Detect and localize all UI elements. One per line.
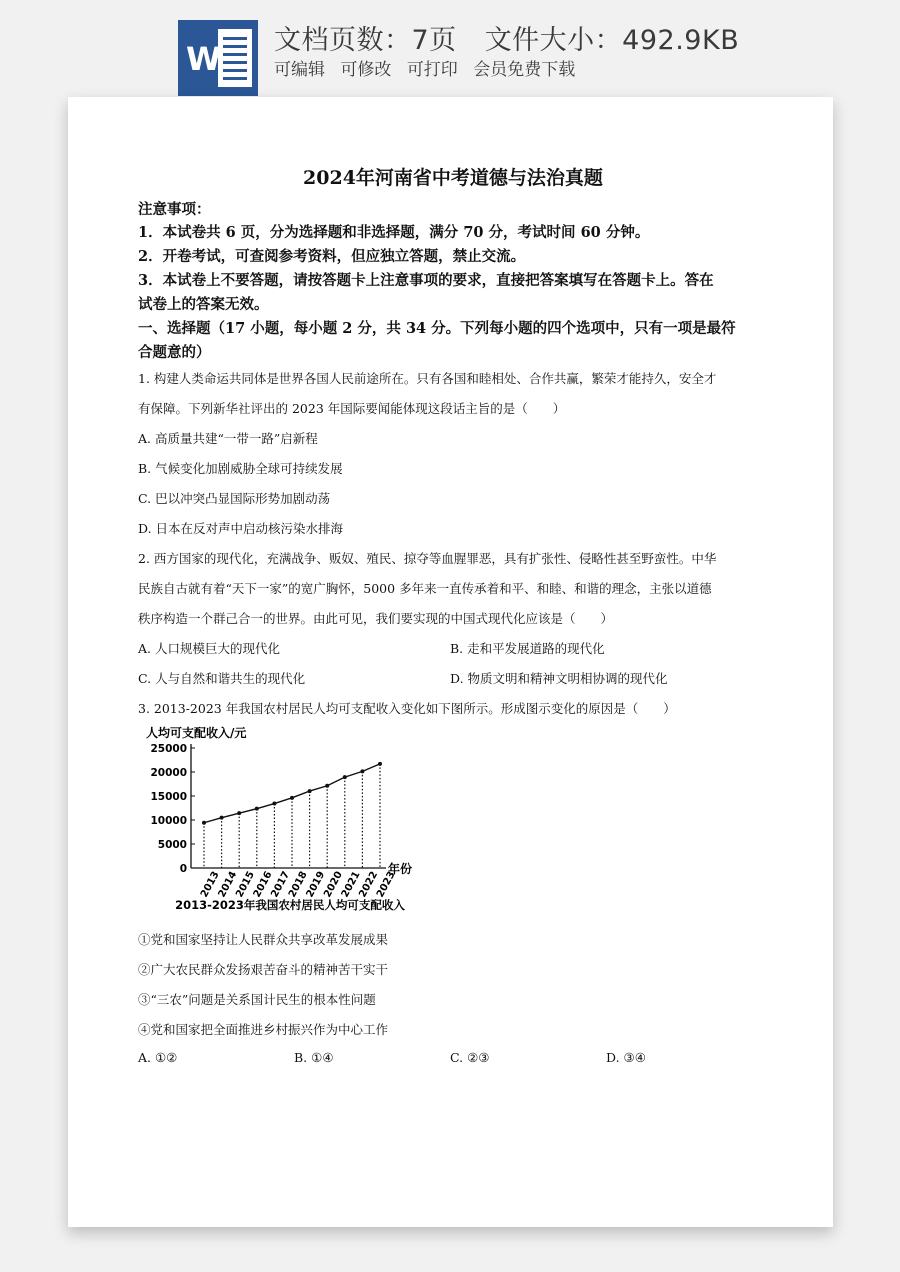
chart-x-tick-label: 2022: [357, 869, 381, 900]
chart-data-point: [360, 769, 364, 773]
q3-statement-2: ②广大农民群众发扬艰苦奋斗的精神苦干实干: [138, 962, 389, 977]
q2-option-b: B. 走和平发展道路的现代化: [450, 641, 605, 656]
notice-2: 2．开卷考试，可查阅参考资料，但应独立答题，禁止交流。: [138, 248, 526, 265]
q1-stem: 1. 构建人类命运共同体是世界各国人民前途所在。只有各国和睦相处、合作共赢，繁荣才能持久，安全才: [138, 371, 717, 386]
q1-option-a: A. 高质量共建“一带一路”启新程: [138, 431, 318, 446]
q3-option-c: C. ②③: [450, 1050, 490, 1065]
chart-y-axis-label: 人均可支配收入/元: [146, 726, 247, 740]
notice-heading: 注意事项：: [138, 201, 211, 218]
notice-3: 3．本试卷上不要答题，请按答题卡上注意事项的要求，直接把答案填写在答题卡上。答在: [138, 272, 714, 289]
q2-stem-cont: 民族自古就有着“天下一家”的宽广胸怀，5000 多年来一直传承着和平、和睦、和谐的理念，主张以道德: [138, 581, 712, 596]
word-icon-letter: W: [186, 40, 222, 78]
q3-statement-1: ①党和国家坚持让人民群众共享改革发展成果: [138, 932, 389, 947]
chart-data-point: [325, 784, 329, 788]
q2-stem-cont-2: 秩序构造一个群己合一的世界。由此可见，我们要实现的中国式现代化应该是（ ）: [138, 611, 614, 626]
chart-x-axis-label: 年份: [388, 862, 413, 876]
q1-option-d: D. 日本在反对声中启动核污染水排海: [138, 521, 344, 536]
q2-option-c: C. 人与自然和谐共生的现代化: [138, 671, 306, 686]
chart-y-tick-label: 15000: [150, 791, 187, 803]
chart-x-tick-label: 2014: [216, 869, 240, 900]
chart-y-tick-label: 20000: [150, 767, 187, 779]
feature-list: [274, 55, 585, 80]
feature-member-download[interactable]: 会员免费下载: [473, 60, 576, 80]
chart-y-tick-label: 0: [179, 863, 187, 875]
doc-pages: 文档页数：7页: [274, 25, 457, 56]
q3-statement-3: ③“三农”问题是关系国计民生的根本性问题: [138, 992, 376, 1007]
chart-x-tick-label: 2015: [234, 869, 257, 900]
download-banner: [0, 0, 900, 96]
chart-y-tick-label: 10000: [150, 815, 187, 827]
q3-option-d: D. ③④: [606, 1050, 646, 1065]
chart-series-line: [204, 764, 380, 823]
q2-stem: 2. 西方国家的现代化，充满战争、贩奴、殖民、掠夺等血腥罪恶，具有扩张性、侵略性甚至野蛮性。中华: [138, 551, 717, 566]
chart-x-tick-label: 2023: [374, 869, 398, 900]
chart-canvas: [140, 722, 440, 917]
word-document-icon: [178, 20, 258, 96]
q1-option-c: C. 巴以冲突凸显国际形势加剧动荡: [138, 491, 331, 506]
notice-3-cont: 试卷上的答案无效。: [138, 296, 269, 313]
chart-data-point: [255, 807, 259, 811]
chart-x-tick-label: 2013: [198, 869, 222, 900]
chart-x-tick-label: 2019: [304, 869, 328, 900]
chart-data-point: [220, 816, 224, 820]
chart-data-point: [237, 811, 241, 815]
file-size: 文件大小：492.9KB: [484, 25, 740, 56]
chart-data-point: [378, 762, 382, 766]
document-title: 2024年河南省中考道德与法治真题: [303, 167, 603, 189]
chart-data-point: [343, 775, 347, 779]
q3-statement-4: ④党和国家把全面推进乡村振兴作为中心工作: [138, 1022, 389, 1037]
q3-stem: 3. 2013-2023 年我国农村居民人均可支配收入变化如下图所示。形成图示变化的原因是（ ）: [138, 701, 676, 716]
section-heading-cont: 合题意的）: [138, 344, 211, 361]
chart-data-point: [308, 789, 312, 793]
chart-x-tick-label: 2020: [322, 869, 345, 900]
income-line-chart: [140, 722, 440, 917]
chart-data-point: [202, 821, 206, 825]
chart-x-tick-label: 2016: [251, 869, 275, 900]
chart-y-tick-label: 5000: [157, 839, 187, 851]
q1-stem-cont: 有保障。下列新华社评出的 2023 年国际要闻能体现这段话主旨的是（ ）: [138, 401, 566, 416]
feature-modifiable: 可修改: [340, 60, 392, 80]
q2-option-a: A. 人口规模巨大的现代化: [138, 641, 280, 656]
chart-y-tick-label: 25000: [150, 743, 187, 755]
chart-title: 2013-2023年我国农村居民人均可支配收入: [175, 898, 405, 912]
document-page[interactable]: [68, 97, 833, 1227]
chart-x-tick-label: 2021: [339, 869, 363, 900]
feature-editable: 可编辑: [274, 60, 325, 80]
chart-x-tick-label: 2018: [286, 869, 310, 900]
section-heading: 一、选择题（17 小题，每小题 2 分，共 34 分。下列每小题的四个选项中，只有一项是最符: [138, 320, 736, 337]
file-info: [274, 18, 739, 57]
chart-data-point: [272, 802, 276, 806]
chart-x-tick-label: 2017: [269, 869, 293, 900]
q3-option-a: A. ①②: [138, 1050, 178, 1065]
feature-printable: 可打印: [406, 60, 458, 80]
notice-1: 1．本试卷共 6 页，分为选择题和非选择题，满分 70 分，考试时间 60 分钟。: [138, 224, 650, 241]
q2-option-d: D. 物质文明和精神文明相协调的现代化: [450, 671, 668, 686]
q1-option-b: B. 气候变化加剧威胁全球可持续发展: [138, 461, 343, 476]
q3-option-b: B. ①④: [294, 1050, 334, 1065]
chart-data-point: [290, 796, 294, 800]
